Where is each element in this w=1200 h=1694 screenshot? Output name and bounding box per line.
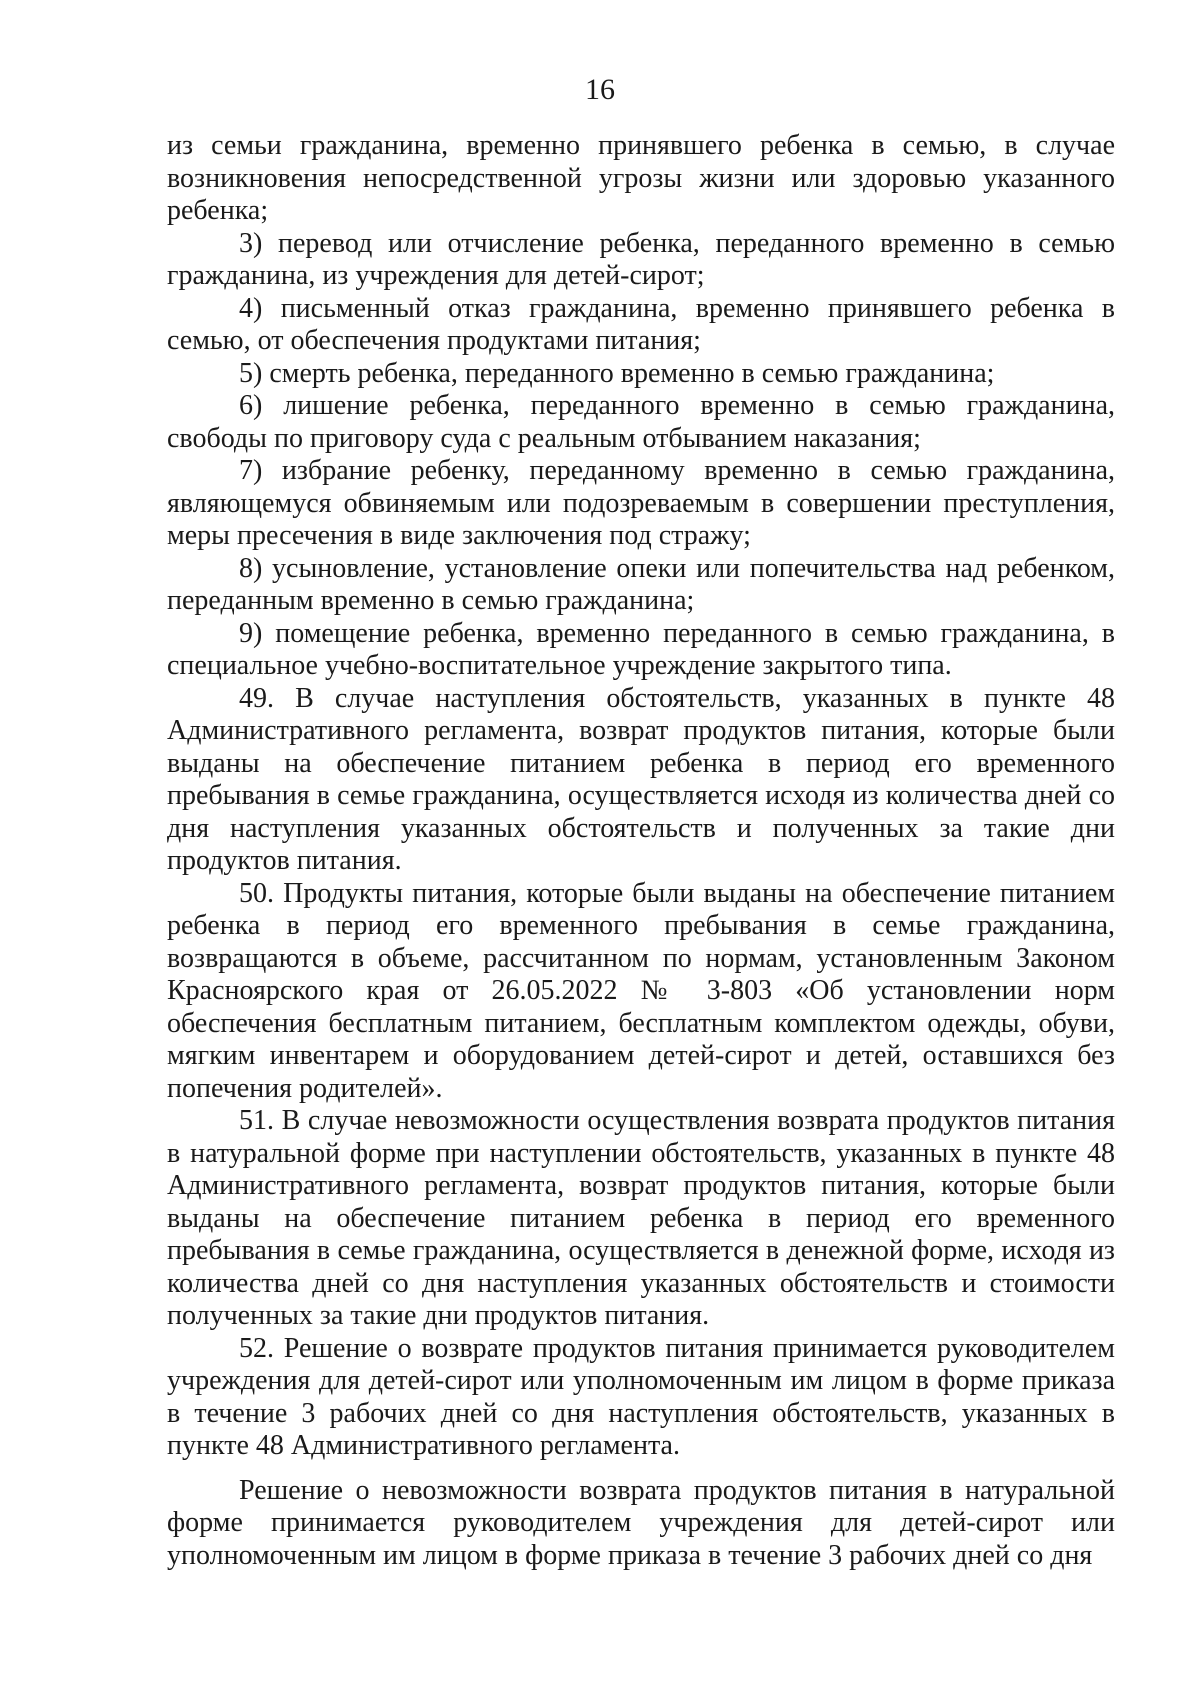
list-item-3: 3) перевод или отчисление ребенка, переданного временно в семью гражданина, из учреждения для детей-сирот; [167, 227, 1115, 291]
page-number: 16 [585, 73, 615, 106]
clause-51: 51. В случае невозможности осуществления возврата продуктов питания в натуральной форме при наступлении обстоятельств, указанных в пункте 48 Административного регламента, возврат продуктов питания, которые были выданы на обеспечение питанием ребенка в период его временного пребывания в семье гражданина, осуществляется в денежной форме, исходя из количества дней со дня наступления указанных обстоятельств и стоимости полученных за такие дни продуктов питания. [167, 1105, 1115, 1331]
list-item-4: 4) письменный отказ гражданина, временно принявшего ребенка в семью, от обеспечения продуктами питания; [167, 292, 1115, 356]
paragraph-continuation: из семьи гражданина, временно принявшего ребенка в семью, в случае возникновения непосредственной угрозы жизни или здоровью указанного ребенка; [167, 130, 1115, 226]
clause-52: 52. Решение о возврате продуктов питания принимается руководителем учреждения для детей-сирот или уполномоченным им лицом в форме приказа в течение 3 рабочих дней со дня наступления обстоятельств, указанных в пункте 48 Административного регламента. [167, 1332, 1115, 1461]
clause-49: 49. В случае наступления обстоятельств, указанных в пункте 48 Административного регламента, возврат продуктов питания, которые были выданы на обеспечение питанием ребенка в период его временного пребывания в семье гражданина, осуществляется исходя из количества дней со дня наступления указанных обстоятельств и полученных за такие дни продуктов питания. [167, 682, 1115, 876]
list-item-7: 7) избрание ребенку, переданному временно в семью гражданина, являющемуся обвиняемым или подозреваемым в совершении преступления, меры пресечения в виде заключения под стражу; [167, 455, 1115, 551]
list-item-8: 8) усыновление, установление опеки или попечительства над ребенком, переданным временно в семью гражданина; [167, 552, 1115, 616]
list-item-9: 9) помещение ребенка, временно переданного в семью гражданина, в специальное учебно-воспитательное учреждение закрытого типа. [167, 617, 1115, 681]
list-item-5: 5) смерть ребенка, переданного временно в семью гражданина; [239, 357, 995, 389]
decision-natural-form-paragraph: Решение о невозможности возврата продуктов питания в натуральной форме принимается руководителем учреждения для детей-сирот или уполномоченным им лицом в форме приказа в течение 3 рабочих дней со дня [167, 1474, 1115, 1571]
list-item-6: 6) лишение ребенка, переданного временно в семью гражданина, свободы по приговору суда с реальным отбыванием наказания; [167, 390, 1115, 454]
document-body [167, 130, 1115, 1572]
clause-50: 50. Продукты питания, которые были выданы на обеспечение питанием ребенка в период его временного пребывания в семье гражданина, возвращаются в объеме, рассчитанном по нормам, установленным Законом Красноярского края от 26.05.2022 № 3-803 «Об установлении норм обеспечения бесплатным питанием, бесплатным комплектом одежды, обуви, мягким инвентарем и оборудованием детей-сирот и детей, оставшихся без попечения родителей». [167, 877, 1115, 1104]
